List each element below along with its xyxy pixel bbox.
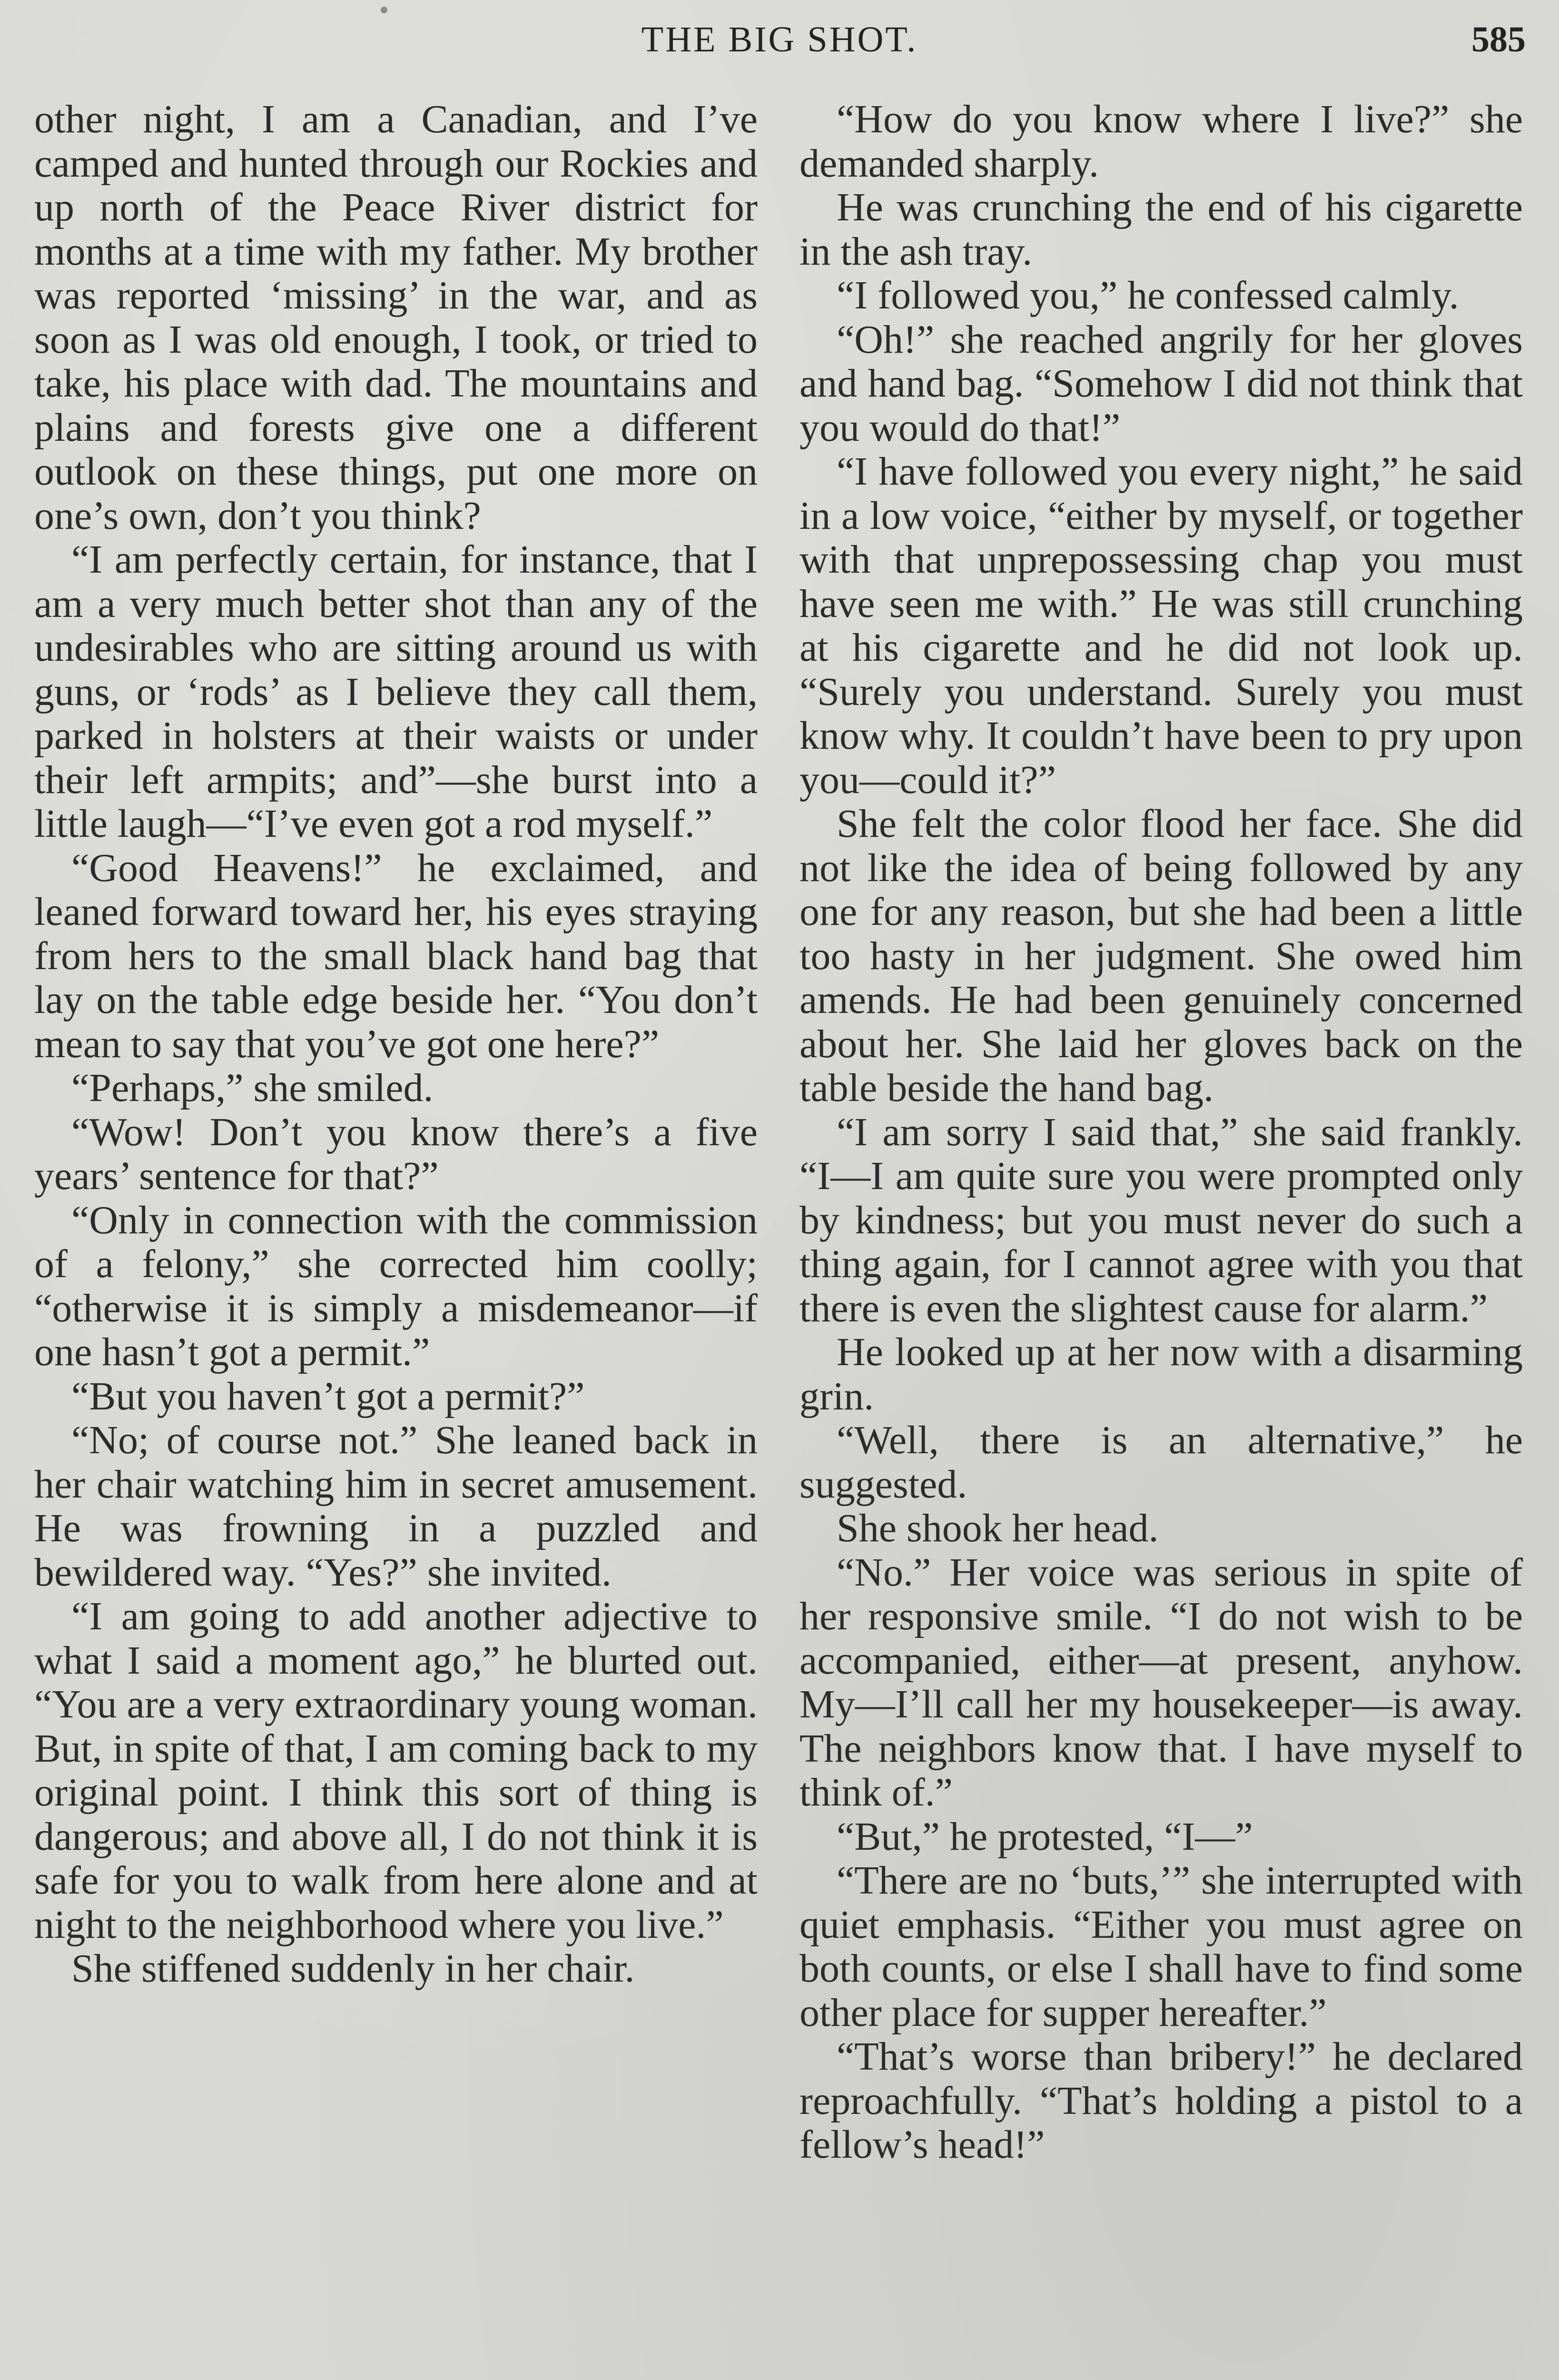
paragraph: “No.” Her voice was serious in spite of her responsive smile. “I do not wish to be accompanied, either—at present, anyhow. My—I’ll call her my housekeeper—is away. The neighbors know that. I have myself to think of.” (799, 1550, 1523, 1815)
right-text-column (799, 98, 1523, 2167)
paragraph: He looked up at her now with a disarming grin. (799, 1330, 1523, 1418)
paragraph: “I am going to add another adjective to what I said a moment ago,” he blurted out. “You are a very extraordinary young woman. But, in spite of that, I am coming back to my original point. I think this sort of thing is dangerous; and above all, I do not think it is safe for you to walk from here alone and at night to the neighborhood where you live.” (34, 1594, 758, 1947)
page-header (33, 19, 1526, 71)
paragraph: “I followed you,” he confessed calmly. (837, 273, 1459, 317)
paragraph: “There are no ‘buts,’” she interrupted with quiet emphasis. “Either you must agree on both counts, or else I shall have to find some other place for supper hereafter.” (799, 1858, 1523, 2035)
paragraph: “No; of course not.” She leaned back in her chair watching him in secret amusement. He was frowning in a puzzled and bewildered way. “Yes?” she invited. (34, 1418, 758, 1595)
paragraph: She stiffened suddenly in her chair. (71, 1946, 635, 1991)
paragraph: “Good Heavens!” he exclaimed, and leaned forward toward her, his eyes straying from hers to the small black hand bag that lay on the table edge beside her. “You don’t mean to say that you’ve got one here?” (34, 845, 758, 1066)
paragraph: “Well, there is an alternative,” he suggested. (799, 1418, 1523, 1507)
paragraph: “That’s worse than bribery!” he declared reproachfully. “That’s holding a pistol to a fellow’s head!” (799, 2034, 1523, 2167)
running-head: THE BIG SHOT. (641, 20, 918, 60)
paragraph: “I have followed you every night,” he said in a low voice, “either by myself, or together with that unprepossessing chap you must have seen me with.” He was still crunching at his cigarette and he did not look up. “Surely you understand. Surely you must know why. It couldn’t have been to pry upon you—could it?” (799, 449, 1523, 802)
paragraph: “Wow! Don’t you know there’s a five years’ sentence for that?” (34, 1110, 758, 1198)
left-text-column (34, 98, 758, 1991)
paragraph: “I am perfectly certain, for instance, that I am a very much better shot than any of the undesirables who are sitting around us with guns, or ‘rods’ as I believe they call them, parked in holsters at their waists or under their left armpits; and”—she burst into a little laugh—“I’ve even got a rod myself.” (34, 537, 758, 846)
paragraph: He was crunching the end of his cigarette in the ash tray. (799, 185, 1523, 274)
paragraph: “But,” he protested, “I—” (837, 1814, 1253, 1859)
paragraph: “Perhaps,” she smiled. (71, 1066, 434, 1110)
paragraph: “Oh!” she reached angrily for her gloves and hand bag. “Somehow I did not think that you would do that!” (799, 317, 1523, 450)
paragraph: “Only in connection with the commission of a felony,” she corrected him coolly; “otherwise it is simply a misdemeanor—if one hasn’t got a permit.” (34, 1198, 758, 1374)
page-number: 585 (1471, 20, 1526, 60)
paragraph: “I am sorry I said that,” she said frankly. “I—I am quite sure you were prompted only by kindness; but you must never do such a thing again, for I cannot agree with you that there is even the slightest cause for alarm.” (799, 1110, 1523, 1330)
paragraph: “How do you know where I live?” she demanded sharply. (799, 97, 1523, 186)
paragraph: She felt the color flood her face. She did not like the idea of being followed by any one for any reason, but she had been a little too hasty in her judgment. She owed him amends. He had been genuinely concerned about her. She laid her gloves back on the table beside the hand bag. (799, 802, 1523, 1110)
paragraph: She shook her head. (837, 1506, 1159, 1550)
paragraph: other night, I am a Canadian, and I’ve camped and hunted through our Rockies and up north of the Peace River district for months at a time with my father. My brother was reported ‘missing’ in the war, and as soon as I was old enough, I took, or tried to take, his place with dad. The mountains and plains and forests give one a different outlook on these things, put one more on one’s own, don’t you think? (34, 97, 758, 538)
paragraph: “But you haven’t got a permit?” (71, 1374, 585, 1418)
ink-smudge (381, 7, 387, 13)
